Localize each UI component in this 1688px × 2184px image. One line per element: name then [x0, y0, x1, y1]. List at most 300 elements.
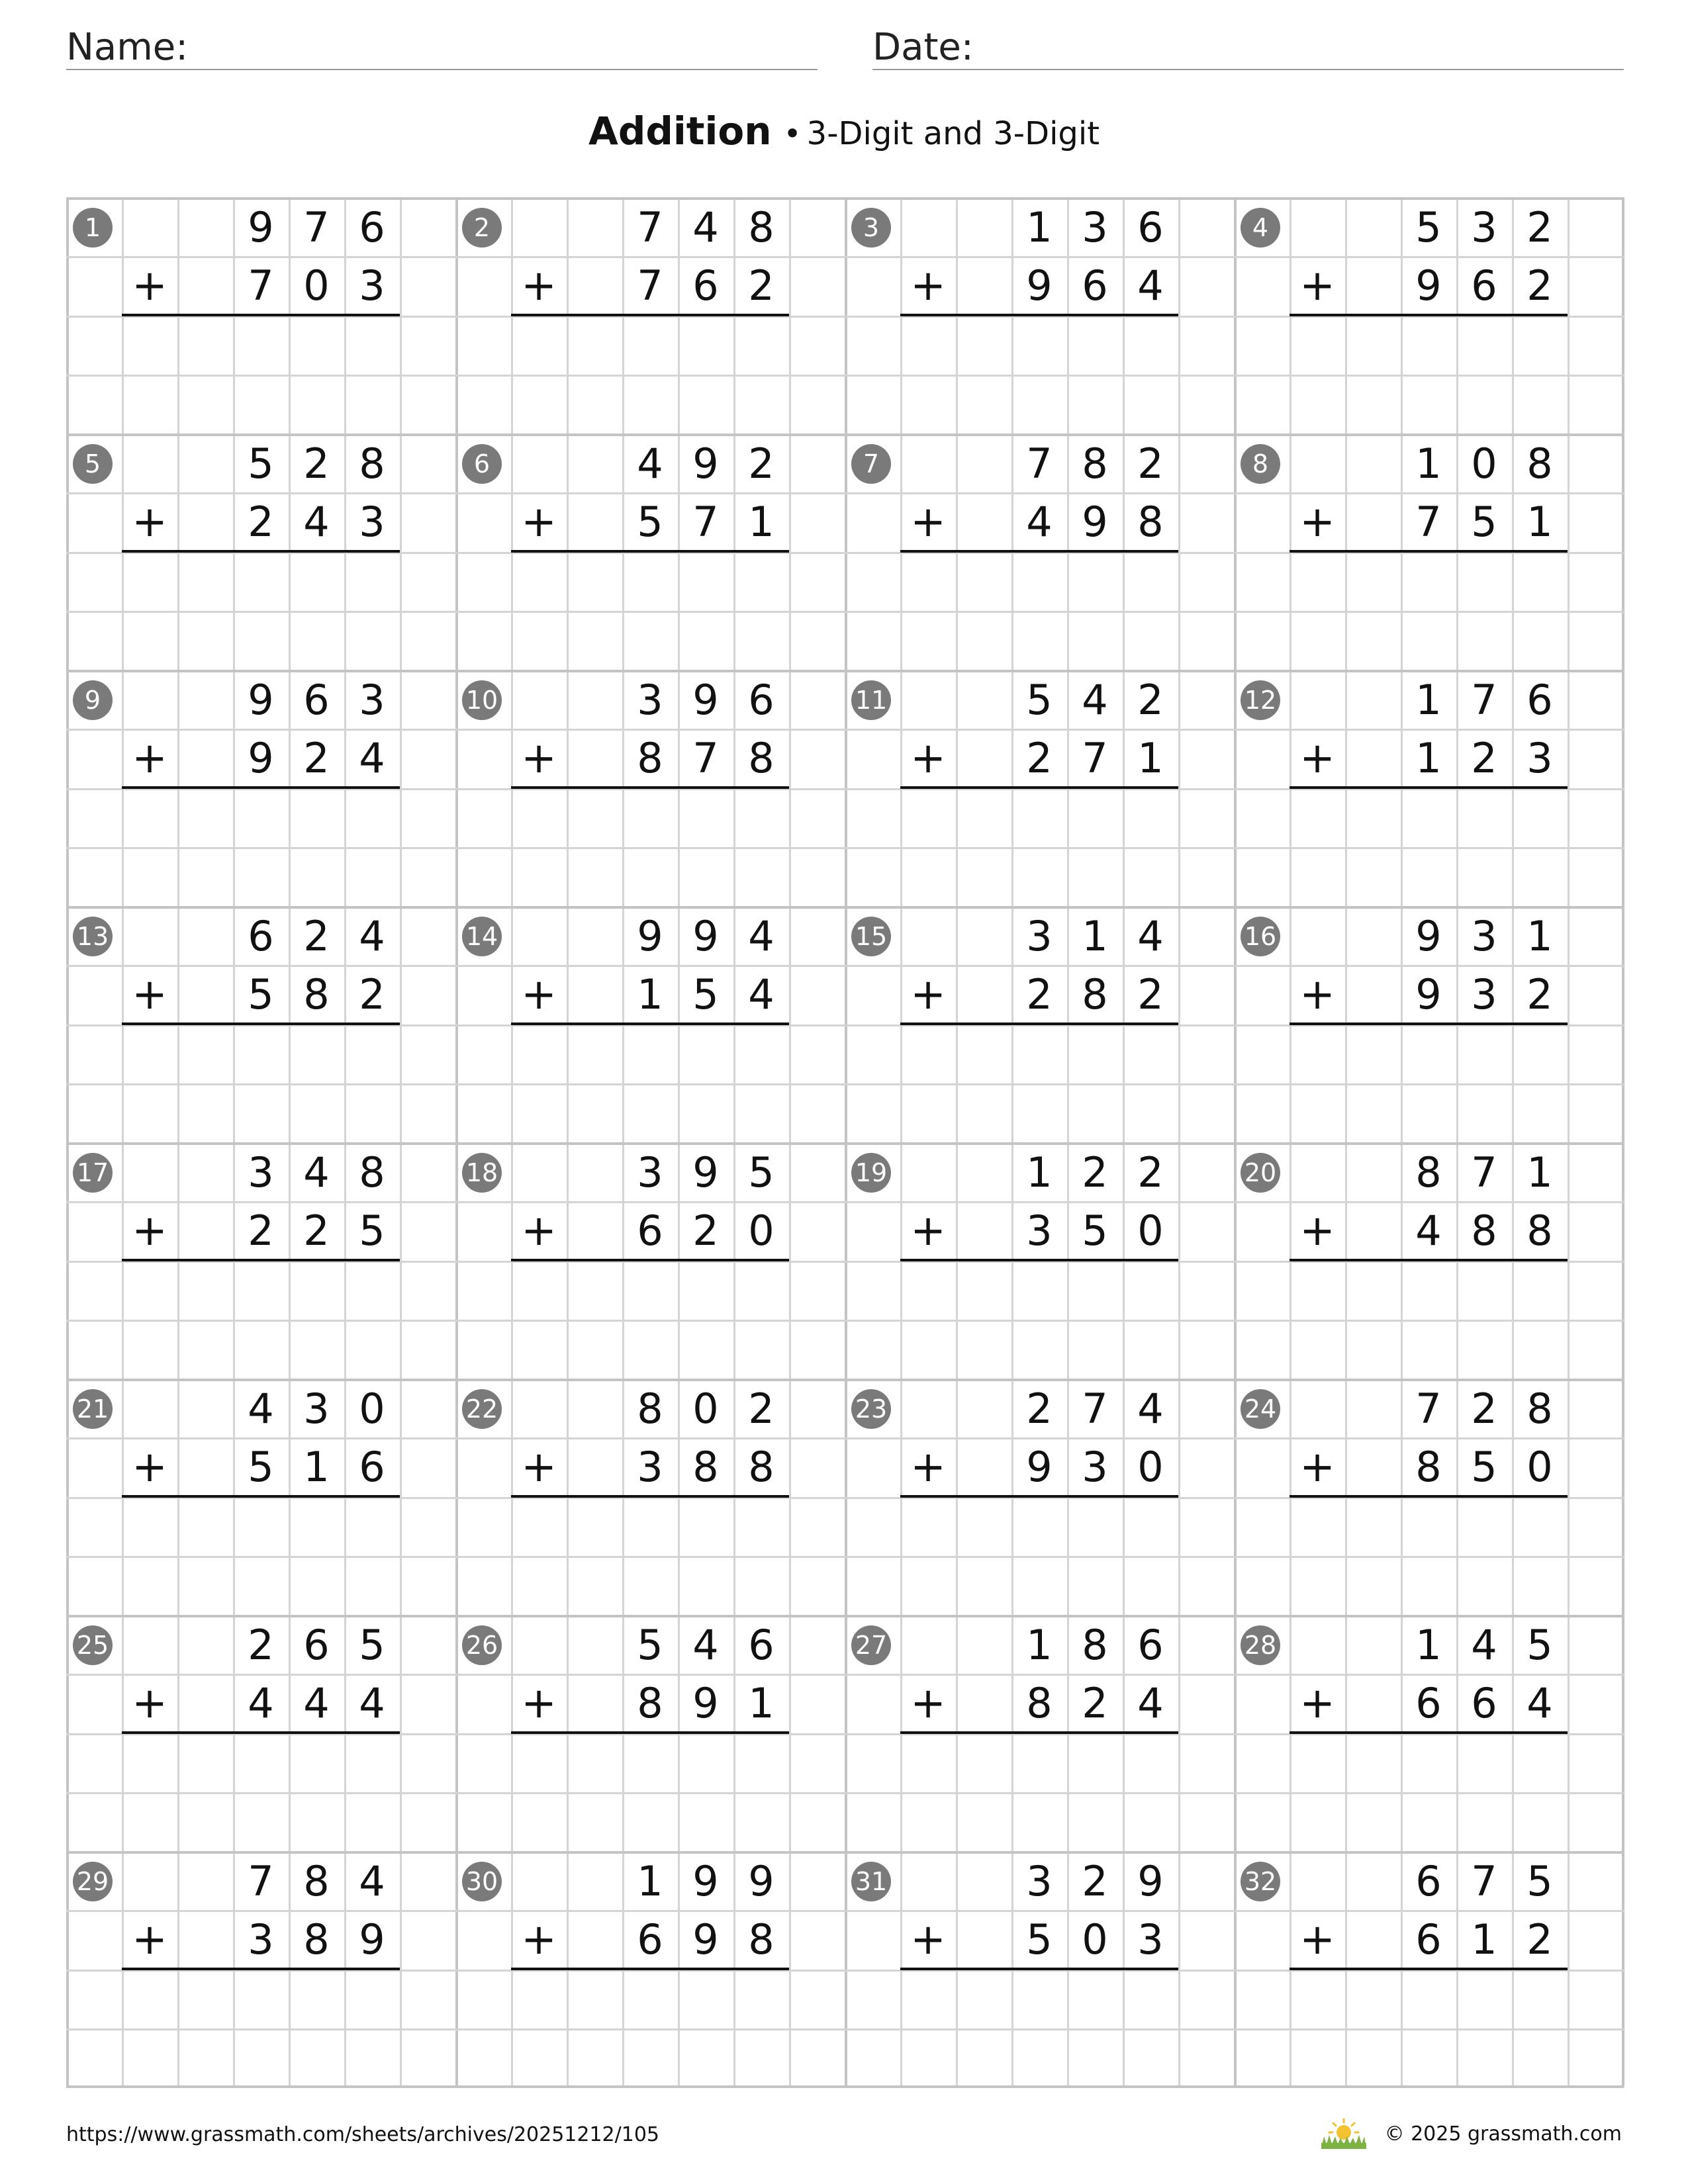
- problem-number-badge: 11: [851, 680, 891, 720]
- top-digit: 4: [637, 439, 663, 488]
- top-digit: 3: [1026, 1857, 1053, 1905]
- bottom-digit: 6: [1082, 261, 1108, 310]
- top-digit: 1: [637, 1857, 663, 1905]
- answer-rule: [900, 1731, 1178, 1734]
- bottom-digit: 4: [1137, 261, 1164, 310]
- answer-rule: [511, 314, 789, 316]
- bottom-digit: 3: [1137, 1915, 1164, 1964]
- bottom-digit: 2: [1526, 1915, 1553, 1964]
- answer-rule: [122, 786, 400, 789]
- top-digit: 7: [1026, 439, 1053, 488]
- problem-number-badge: 25: [73, 1625, 113, 1665]
- problem-9: [66, 670, 455, 906]
- bottom-digit: 1: [637, 970, 663, 1019]
- bottom-digit: 4: [303, 1679, 330, 1727]
- top-digit: 4: [748, 912, 774, 960]
- problem-number-badge: 19: [851, 1153, 891, 1193]
- footer-url: https://www.grassmath.com/sheets/archives/20251212/105: [66, 2123, 660, 2146]
- problem-3: [845, 197, 1234, 433]
- problem-grid: [66, 197, 1624, 2087]
- bottom-digit: 5: [248, 1443, 274, 1491]
- plus-operator: +: [1299, 498, 1335, 547]
- top-digit: 1: [1526, 1148, 1553, 1197]
- problem-number-badge: 29: [73, 1862, 113, 1901]
- bottom-digit: 9: [1415, 970, 1442, 1019]
- bottom-digit: 2: [303, 1206, 330, 1255]
- top-digit: 8: [359, 439, 385, 488]
- bottom-digit: 2: [248, 1206, 274, 1255]
- bottom-digit: 7: [248, 261, 274, 310]
- top-digit: 8: [1526, 439, 1553, 488]
- bottom-digit: 0: [1137, 1443, 1164, 1491]
- bottom-digit: 8: [1082, 970, 1108, 1019]
- top-digit: 4: [359, 1857, 385, 1905]
- bottom-digit: 7: [637, 261, 663, 310]
- top-digit: 1: [1415, 1621, 1442, 1669]
- grass-sun-logo-icon: [1317, 2116, 1370, 2152]
- problem-number-badge: 2: [462, 208, 502, 248]
- top-digit: 3: [1026, 912, 1053, 960]
- plus-operator: +: [910, 970, 946, 1019]
- bottom-digit: 5: [248, 970, 274, 1019]
- answer-rule: [900, 1495, 1178, 1498]
- problem-number-badge: 1: [73, 208, 113, 248]
- problem-14: [455, 906, 845, 1142]
- problem-number-badge: 23: [851, 1389, 891, 1429]
- bottom-digit: 2: [1026, 734, 1053, 782]
- top-digit: 7: [637, 203, 663, 251]
- plus-operator: +: [1299, 1206, 1335, 1255]
- top-digit: 9: [1137, 1857, 1164, 1905]
- bottom-digit: 8: [1415, 1443, 1442, 1491]
- worksheet-title: [0, 105, 1688, 167]
- top-digit: 8: [1082, 439, 1108, 488]
- plus-operator: +: [521, 1679, 557, 1728]
- problem-24: [1234, 1379, 1623, 1615]
- problem-number-badge: 16: [1241, 917, 1280, 956]
- problem-number-badge: 27: [851, 1625, 891, 1665]
- problem-number-badge: 26: [462, 1625, 502, 1665]
- plus-operator: +: [132, 1443, 167, 1492]
- plus-operator: +: [132, 1679, 167, 1728]
- bottom-digit: 9: [1026, 261, 1053, 310]
- problem-2: [455, 197, 845, 433]
- problem-16: [1234, 906, 1623, 1142]
- bottom-digit: 1: [1471, 1915, 1497, 1964]
- plus-operator: +: [910, 1915, 946, 1964]
- answer-rule: [1289, 1259, 1568, 1261]
- bottom-digit: 4: [1026, 498, 1053, 546]
- top-digit: 9: [692, 439, 719, 488]
- answer-rule: [122, 550, 400, 553]
- problem-8: [1234, 433, 1623, 670]
- answer-rule: [122, 1731, 400, 1734]
- top-digit: 4: [692, 1621, 719, 1669]
- problem-10: [455, 670, 845, 906]
- date-field[interactable]: [872, 21, 1624, 70]
- bottom-digit: 2: [359, 970, 385, 1019]
- top-digit: 2: [303, 439, 330, 488]
- bottom-digit: 7: [692, 498, 719, 546]
- top-digit: 9: [692, 1857, 719, 1905]
- problem-number-badge: 15: [851, 917, 891, 956]
- bottom-digit: 4: [248, 1679, 274, 1727]
- bottom-digit: 3: [359, 498, 385, 546]
- bottom-digit: 2: [748, 261, 774, 310]
- bottom-digit: 5: [637, 498, 663, 546]
- top-digit: 3: [359, 676, 385, 724]
- bottom-digit: 8: [692, 1443, 719, 1491]
- problem-17: [66, 1142, 455, 1379]
- bottom-digit: 5: [1082, 1206, 1108, 1255]
- bottom-digit: 2: [1526, 261, 1553, 310]
- problem-18: [455, 1142, 845, 1379]
- bottom-digit: 7: [1415, 498, 1442, 546]
- top-digit: 3: [1082, 203, 1108, 251]
- top-digit: 8: [637, 1385, 663, 1433]
- top-digit: 9: [748, 1857, 774, 1905]
- bottom-digit: 1: [748, 498, 774, 546]
- top-digit: 3: [637, 676, 663, 724]
- bottom-digit: 8: [303, 970, 330, 1019]
- answer-rule: [900, 786, 1178, 789]
- top-digit: 7: [248, 1857, 274, 1905]
- bottom-digit: 6: [692, 261, 719, 310]
- top-digit: 2: [1082, 1857, 1108, 1905]
- bottom-digit: 8: [637, 734, 663, 782]
- bottom-digit: 6: [637, 1915, 663, 1964]
- top-digit: 6: [359, 203, 385, 251]
- bottom-digit: 8: [748, 1915, 774, 1964]
- bottom-digit: 6: [1471, 1679, 1497, 1727]
- problem-27: [845, 1615, 1234, 1851]
- answer-rule: [122, 1495, 400, 1498]
- top-digit: 8: [1526, 1385, 1553, 1433]
- plus-operator: +: [1299, 734, 1335, 783]
- answer-rule: [1289, 786, 1568, 789]
- top-digit: 5: [1415, 203, 1442, 251]
- plus-operator: +: [521, 498, 557, 547]
- problem-6: [455, 433, 845, 670]
- bottom-digit: 1: [1415, 734, 1442, 782]
- bottom-digit: 2: [1137, 970, 1164, 1019]
- bottom-digit: 2: [303, 734, 330, 782]
- top-digit: 9: [1415, 912, 1442, 960]
- problem-29: [66, 1851, 455, 2087]
- top-digit: 6: [748, 676, 774, 724]
- bottom-digit: 2: [1471, 734, 1497, 782]
- plus-operator: +: [1299, 1915, 1335, 1964]
- problem-number-badge: 30: [462, 1862, 502, 1901]
- bottom-digit: 6: [1415, 1679, 1442, 1727]
- answer-rule: [1289, 314, 1568, 316]
- top-digit: 8: [359, 1148, 385, 1197]
- answer-rule: [900, 550, 1178, 553]
- title-separator: •: [783, 116, 802, 152]
- problem-21: [66, 1379, 455, 1615]
- top-digit: 2: [303, 912, 330, 960]
- bottom-digit: 4: [748, 970, 774, 1019]
- top-digit: 7: [1415, 1385, 1442, 1433]
- top-digit: 4: [359, 912, 385, 960]
- top-digit: 3: [637, 1148, 663, 1197]
- answer-rule: [511, 550, 789, 553]
- top-digit: 2: [1471, 1385, 1497, 1433]
- title-subtitle: 3-Digit and 3-Digit: [806, 115, 1100, 152]
- bottom-digit: 6: [359, 1443, 385, 1491]
- top-digit: 7: [1471, 676, 1497, 724]
- plus-operator: +: [132, 970, 167, 1019]
- answer-rule: [1289, 1495, 1568, 1498]
- bottom-digit: 4: [359, 1679, 385, 1727]
- bottom-digit: 5: [1471, 498, 1497, 546]
- title-main: Addition: [588, 109, 772, 154]
- top-digit: 2: [748, 1385, 774, 1433]
- answer-rule: [511, 786, 789, 789]
- bottom-digit: 1: [1137, 734, 1164, 782]
- bottom-digit: 4: [303, 498, 330, 546]
- answer-rule: [900, 314, 1178, 316]
- top-digit: 5: [637, 1621, 663, 1669]
- problem-11: [845, 670, 1234, 906]
- bottom-digit: 3: [1471, 970, 1497, 1019]
- problem-13: [66, 906, 455, 1142]
- problem-number-badge: 18: [462, 1153, 502, 1193]
- bottom-digit: 3: [637, 1443, 663, 1491]
- bottom-digit: 5: [1471, 1443, 1497, 1491]
- top-digit: 9: [692, 1148, 719, 1197]
- plus-operator: +: [132, 1915, 167, 1964]
- answer-rule: [1289, 1023, 1568, 1025]
- bottom-digit: 0: [748, 1206, 774, 1255]
- top-digit: 5: [1526, 1621, 1553, 1669]
- answer-rule: [1289, 1968, 1568, 1970]
- top-digit: 9: [692, 912, 719, 960]
- top-digit: 4: [1082, 676, 1108, 724]
- problem-number-badge: 17: [73, 1153, 113, 1193]
- problem-4: [1234, 197, 1623, 433]
- plus-operator: +: [521, 1443, 557, 1492]
- plus-operator: +: [910, 734, 946, 783]
- problem-number-badge: 9: [73, 680, 113, 720]
- bottom-digit: 6: [1415, 1915, 1442, 1964]
- top-digit: 6: [1137, 203, 1164, 251]
- top-digit: 5: [1526, 1857, 1553, 1905]
- bottom-digit: 0: [1137, 1206, 1164, 1255]
- top-digit: 1: [1415, 676, 1442, 724]
- top-digit: 3: [1471, 203, 1497, 251]
- plus-operator: +: [132, 734, 167, 783]
- bottom-digit: 6: [1471, 261, 1497, 310]
- problem-number-badge: 12: [1241, 680, 1280, 720]
- problem-number-badge: 13: [73, 917, 113, 956]
- bottom-digit: 7: [1082, 734, 1108, 782]
- plus-operator: +: [132, 498, 167, 547]
- top-digit: 1: [1526, 912, 1553, 960]
- bottom-digit: 0: [1526, 1443, 1553, 1491]
- problem-number-badge: 32: [1241, 1862, 1280, 1901]
- copyright-text: © 2025 grassmath.com: [1384, 2122, 1622, 2146]
- top-digit: 5: [248, 439, 274, 488]
- bottom-digit: 1: [748, 1679, 774, 1727]
- bottom-digit: 1: [1526, 498, 1553, 546]
- plus-operator: +: [521, 970, 557, 1019]
- problem-number-badge: 4: [1241, 208, 1280, 248]
- problem-number-badge: 6: [462, 444, 502, 484]
- bottom-digit: 7: [692, 734, 719, 782]
- plus-operator: +: [132, 261, 167, 310]
- top-digit: 2: [1137, 439, 1164, 488]
- top-digit: 4: [303, 1148, 330, 1197]
- top-digit: 6: [1137, 1621, 1164, 1669]
- top-digit: 0: [1471, 439, 1497, 488]
- problem-number-badge: 24: [1241, 1389, 1280, 1429]
- bottom-digit: 3: [1026, 1206, 1053, 1255]
- plus-operator: +: [1299, 970, 1335, 1019]
- plus-operator: +: [910, 1679, 946, 1728]
- answer-rule: [900, 1259, 1178, 1261]
- top-digit: 1: [1082, 912, 1108, 960]
- plus-operator: +: [910, 498, 946, 547]
- top-digit: 5: [748, 1148, 774, 1197]
- bottom-digit: 9: [248, 734, 274, 782]
- plus-operator: +: [1299, 261, 1335, 310]
- bottom-digit: 5: [692, 970, 719, 1019]
- top-digit: 1: [1026, 203, 1053, 251]
- answer-rule: [122, 314, 400, 316]
- top-digit: 8: [303, 1857, 330, 1905]
- bottom-digit: 3: [248, 1915, 274, 1964]
- top-digit: 6: [303, 1621, 330, 1669]
- problem-number-badge: 3: [851, 208, 891, 248]
- bottom-digit: 2: [248, 498, 274, 546]
- problem-number-badge: 5: [73, 444, 113, 484]
- top-digit: 6: [748, 1621, 774, 1669]
- top-digit: 9: [248, 676, 274, 724]
- plus-operator: +: [1299, 1679, 1335, 1728]
- bottom-digit: 8: [1526, 1206, 1553, 1255]
- bottom-digit: 3: [1526, 734, 1553, 782]
- answer-rule: [1289, 1731, 1568, 1734]
- top-digit: 4: [692, 203, 719, 251]
- answer-rule: [1289, 550, 1568, 553]
- bottom-digit: 9: [359, 1915, 385, 1964]
- bottom-digit: 8: [1137, 498, 1164, 546]
- problem-number-badge: 22: [462, 1389, 502, 1429]
- problem-number-badge: 21: [73, 1389, 113, 1429]
- name-label: Name:: [66, 26, 189, 69]
- top-digit: 2: [1026, 1385, 1053, 1433]
- problem-23: [845, 1379, 1234, 1615]
- top-digit: 2: [248, 1621, 274, 1669]
- top-digit: 3: [248, 1148, 274, 1197]
- top-digit: 1: [1415, 439, 1442, 488]
- top-digit: 2: [1137, 676, 1164, 724]
- top-digit: 9: [248, 203, 274, 251]
- bottom-digit: 3: [1082, 1443, 1108, 1491]
- bottom-digit: 2: [1082, 1679, 1108, 1727]
- problem-25: [66, 1615, 455, 1851]
- top-digit: 0: [692, 1385, 719, 1433]
- answer-rule: [900, 1968, 1178, 1970]
- bottom-digit: 4: [1415, 1206, 1442, 1255]
- problem-number-badge: 10: [462, 680, 502, 720]
- bottom-digit: 9: [692, 1679, 719, 1727]
- top-digit: 2: [1526, 203, 1553, 251]
- top-digit: 8: [748, 203, 774, 251]
- top-digit: 8: [1082, 1621, 1108, 1669]
- problem-26: [455, 1615, 845, 1851]
- answer-rule: [511, 1968, 789, 1970]
- problem-7: [845, 433, 1234, 670]
- name-field[interactable]: [66, 21, 818, 70]
- problem-30: [455, 1851, 845, 2087]
- bottom-digit: 5: [1026, 1915, 1053, 1964]
- bottom-digit: 8: [748, 1443, 774, 1491]
- bottom-digit: 0: [1082, 1915, 1108, 1964]
- plus-operator: +: [521, 261, 557, 310]
- top-digit: 4: [1137, 912, 1164, 960]
- bottom-digit: 8: [637, 1679, 663, 1727]
- bottom-digit: 6: [637, 1206, 663, 1255]
- top-digit: 7: [1082, 1385, 1108, 1433]
- answer-rule: [122, 1968, 400, 1970]
- bottom-digit: 0: [303, 261, 330, 310]
- top-digit: 4: [1137, 1385, 1164, 1433]
- bottom-digit: 2: [1026, 970, 1053, 1019]
- answer-rule: [900, 1023, 1178, 1025]
- top-digit: 8: [1415, 1148, 1442, 1197]
- bottom-digit: 3: [359, 261, 385, 310]
- top-digit: 9: [692, 676, 719, 724]
- bottom-digit: 8: [1471, 1206, 1497, 1255]
- top-digit: 3: [303, 1385, 330, 1433]
- top-digit: 7: [303, 203, 330, 251]
- answer-rule: [511, 1259, 789, 1261]
- plus-operator: +: [910, 261, 946, 310]
- bottom-digit: 8: [748, 734, 774, 782]
- top-digit: 9: [637, 912, 663, 960]
- bottom-digit: 9: [1026, 1443, 1053, 1491]
- problem-number-badge: 20: [1241, 1153, 1280, 1193]
- top-digit: 7: [1471, 1148, 1497, 1197]
- bottom-digit: 1: [303, 1443, 330, 1491]
- top-digit: 1: [1026, 1148, 1053, 1197]
- top-digit: 1: [1026, 1621, 1053, 1669]
- problem-28: [1234, 1615, 1623, 1851]
- top-digit: 4: [1471, 1621, 1497, 1669]
- top-digit: 3: [1471, 912, 1497, 960]
- answer-rule: [511, 1023, 789, 1025]
- top-digit: 2: [1082, 1148, 1108, 1197]
- top-digit: 6: [303, 676, 330, 724]
- bottom-digit: 8: [1026, 1679, 1053, 1727]
- problem-number-badge: 14: [462, 917, 502, 956]
- problem-22: [455, 1379, 845, 1615]
- plus-operator: +: [521, 734, 557, 783]
- top-digit: 2: [748, 439, 774, 488]
- date-label: Date:: [872, 26, 974, 69]
- problem-32: [1234, 1851, 1623, 2087]
- problem-number-badge: 28: [1241, 1625, 1280, 1665]
- problem-number-badge: 31: [851, 1862, 891, 1901]
- problem-1: [66, 197, 455, 433]
- plus-operator: +: [910, 1206, 946, 1255]
- top-digit: 5: [1026, 676, 1053, 724]
- bottom-digit: 4: [359, 734, 385, 782]
- answer-rule: [511, 1731, 789, 1734]
- bottom-digit: 4: [1526, 1679, 1553, 1727]
